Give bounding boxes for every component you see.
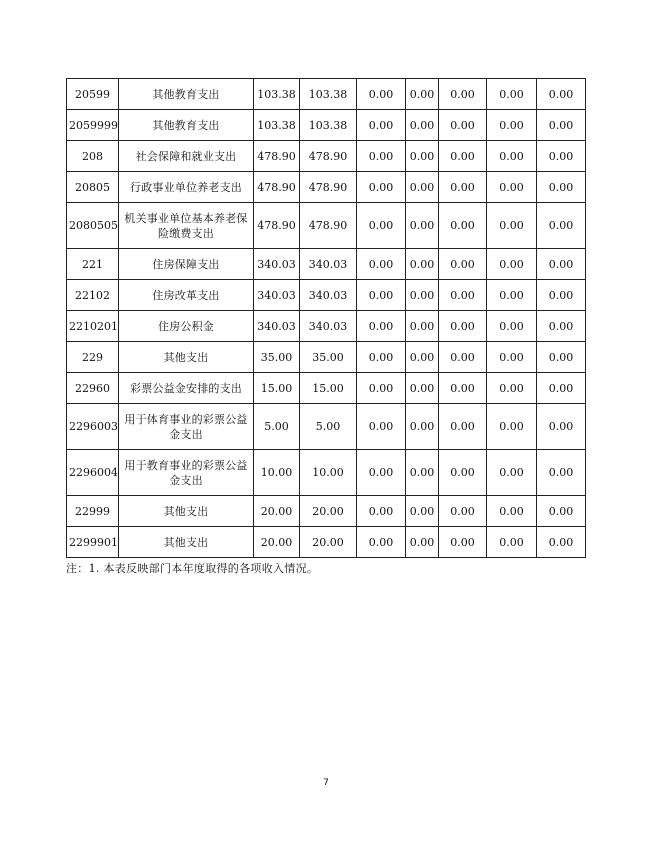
table-row (67, 172, 586, 203)
table-row (67, 311, 586, 342)
amount-cell: 0.00 (487, 79, 537, 110)
amount-cell: 15.00 (254, 373, 300, 404)
amount-cell: 20.00 (254, 496, 300, 527)
subject-code-cell: 2210201 (67, 311, 119, 342)
subject-name-cell: 其他支出 (119, 527, 254, 558)
amount-cell: 5.00 (254, 404, 300, 450)
amount-cell: 478.90 (254, 172, 300, 203)
amount-cell: 0.00 (537, 110, 586, 141)
amount-cell: 0.00 (357, 110, 406, 141)
amount-cell: 0.00 (439, 110, 487, 141)
subject-name-cell: 彩票公益金安排的支出 (119, 373, 254, 404)
amount-cell: 0.00 (537, 203, 586, 249)
table-row (67, 249, 586, 280)
amount-cell: 0.00 (439, 172, 487, 203)
amount-cell: 5.00 (300, 404, 357, 450)
amount-cell: 0.00 (439, 373, 487, 404)
amount-cell: 340.03 (254, 280, 300, 311)
amount-cell: 478.90 (300, 141, 357, 172)
table-row (67, 342, 586, 373)
amount-cell: 0.00 (406, 172, 439, 203)
table-row (67, 404, 586, 450)
table-row (67, 110, 586, 141)
amount-cell: 478.90 (300, 203, 357, 249)
amount-cell: 0.00 (537, 373, 586, 404)
amount-cell: 340.03 (300, 249, 357, 280)
amount-cell: 0.00 (487, 496, 537, 527)
subject-code-cell: 20805 (67, 172, 119, 203)
subject-name-cell: 其他支出 (119, 342, 254, 373)
subject-name-cell: 用于教育事业的彩票公益金支出 (119, 450, 254, 496)
amount-cell: 0.00 (357, 79, 406, 110)
amount-cell: 0.00 (537, 404, 586, 450)
amount-cell: 0.00 (487, 404, 537, 450)
amount-cell: 0.00 (357, 496, 406, 527)
amount-cell: 0.00 (406, 203, 439, 249)
amount-cell: 0.00 (537, 172, 586, 203)
amount-cell: 0.00 (406, 404, 439, 450)
page-number: 7 (323, 778, 329, 788)
subject-name-cell: 机关事业单位基本养老保险缴费支出 (119, 203, 254, 249)
subject-code-cell: 22102 (67, 280, 119, 311)
amount-cell: 103.38 (300, 79, 357, 110)
subject-code-cell: 229 (67, 342, 119, 373)
amount-cell: 0.00 (439, 141, 487, 172)
table-row (67, 527, 586, 558)
amount-cell: 0.00 (406, 496, 439, 527)
amount-cell: 340.03 (300, 311, 357, 342)
amount-cell: 0.00 (487, 141, 537, 172)
amount-cell: 0.00 (487, 172, 537, 203)
subject-code-cell: 2080505 (67, 203, 119, 249)
amount-cell: 0.00 (537, 280, 586, 311)
amount-cell: 0.00 (357, 280, 406, 311)
amount-cell: 0.00 (357, 527, 406, 558)
amount-cell: 0.00 (537, 342, 586, 373)
amount-cell: 0.00 (357, 141, 406, 172)
amount-cell: 15.00 (300, 373, 357, 404)
amount-cell: 35.00 (300, 342, 357, 373)
amount-cell: 0.00 (487, 110, 537, 141)
subject-name-cell: 住房公积金 (119, 311, 254, 342)
amount-cell: 0.00 (487, 280, 537, 311)
amount-cell: 0.00 (406, 373, 439, 404)
table-row (67, 203, 586, 249)
subject-code-cell: 2059999 (67, 110, 119, 141)
table-row (67, 373, 586, 404)
subject-code-cell: 2296004 (67, 450, 119, 496)
amount-cell: 20.00 (300, 496, 357, 527)
amount-cell: 0.00 (487, 527, 537, 558)
amount-cell: 0.00 (439, 527, 487, 558)
amount-cell: 20.00 (254, 527, 300, 558)
amount-cell: 0.00 (439, 79, 487, 110)
amount-cell: 0.00 (439, 311, 487, 342)
amount-cell: 478.90 (254, 141, 300, 172)
amount-cell: 0.00 (357, 342, 406, 373)
table-row (67, 280, 586, 311)
income-table (66, 78, 586, 558)
amount-cell: 0.00 (406, 450, 439, 496)
amount-cell: 0.00 (537, 527, 586, 558)
amount-cell: 0.00 (487, 311, 537, 342)
amount-cell: 0.00 (439, 404, 487, 450)
amount-cell: 478.90 (300, 172, 357, 203)
subject-code-cell: 22999 (67, 496, 119, 527)
amount-cell: 0.00 (406, 342, 439, 373)
subject-code-cell: 22960 (67, 373, 119, 404)
amount-cell: 0.00 (537, 311, 586, 342)
amount-cell: 0.00 (537, 141, 586, 172)
amount-cell: 340.03 (254, 249, 300, 280)
amount-cell: 0.00 (487, 373, 537, 404)
subject-name-cell: 住房保障支出 (119, 249, 254, 280)
amount-cell: 103.38 (300, 110, 357, 141)
table-note: 注：1. 本表反映部门本年度取得的各项收入情况。 (66, 562, 319, 575)
amount-cell: 0.00 (406, 141, 439, 172)
amount-cell: 0.00 (487, 342, 537, 373)
amount-cell: 0.00 (357, 404, 406, 450)
amount-cell: 0.00 (406, 280, 439, 311)
table-row (67, 141, 586, 172)
amount-cell: 0.00 (537, 249, 586, 280)
amount-cell: 10.00 (254, 450, 300, 496)
table-row (67, 450, 586, 496)
subject-code-cell: 221 (67, 249, 119, 280)
amount-cell: 0.00 (487, 203, 537, 249)
amount-cell: 0.00 (537, 450, 586, 496)
amount-cell: 0.00 (439, 496, 487, 527)
amount-cell: 0.00 (537, 79, 586, 110)
table-row (67, 79, 586, 110)
amount-cell: 0.00 (537, 496, 586, 527)
subject-name-cell: 社会保障和就业支出 (119, 141, 254, 172)
table-row (67, 496, 586, 527)
amount-cell: 0.00 (439, 203, 487, 249)
amount-cell: 0.00 (406, 110, 439, 141)
subject-name-cell: 用于体育事业的彩票公益金支出 (119, 404, 254, 450)
amount-cell: 0.00 (439, 249, 487, 280)
subject-name-cell: 其他教育支出 (119, 110, 254, 141)
amount-cell: 103.38 (254, 79, 300, 110)
subject-name-cell: 行政事业单位养老支出 (119, 172, 254, 203)
amount-cell: 0.00 (439, 342, 487, 373)
amount-cell: 20.00 (300, 527, 357, 558)
subject-code-cell: 20599 (67, 79, 119, 110)
subject-name-cell: 住房改革支出 (119, 280, 254, 311)
amount-cell: 0.00 (357, 172, 406, 203)
amount-cell: 478.90 (254, 203, 300, 249)
amount-cell: 0.00 (357, 203, 406, 249)
amount-cell: 0.00 (406, 79, 439, 110)
amount-cell: 0.00 (406, 527, 439, 558)
amount-cell: 0.00 (406, 249, 439, 280)
amount-cell: 103.38 (254, 110, 300, 141)
amount-cell: 0.00 (439, 450, 487, 496)
amount-cell: 10.00 (300, 450, 357, 496)
amount-cell: 340.03 (254, 311, 300, 342)
subject-code-cell: 2296003 (67, 404, 119, 450)
amount-cell: 0.00 (439, 280, 487, 311)
amount-cell: 0.00 (357, 249, 406, 280)
amount-cell: 0.00 (357, 450, 406, 496)
subject-code-cell: 2299901 (67, 527, 119, 558)
amount-cell: 0.00 (487, 249, 537, 280)
amount-cell: 0.00 (406, 311, 439, 342)
amount-cell: 0.00 (487, 450, 537, 496)
subject-name-cell: 其他教育支出 (119, 79, 254, 110)
amount-cell: 35.00 (254, 342, 300, 373)
amount-cell: 340.03 (300, 280, 357, 311)
amount-cell: 0.00 (357, 373, 406, 404)
table-body (67, 79, 586, 558)
subject-code-cell: 208 (67, 141, 119, 172)
amount-cell: 0.00 (357, 311, 406, 342)
subject-name-cell: 其他支出 (119, 496, 254, 527)
